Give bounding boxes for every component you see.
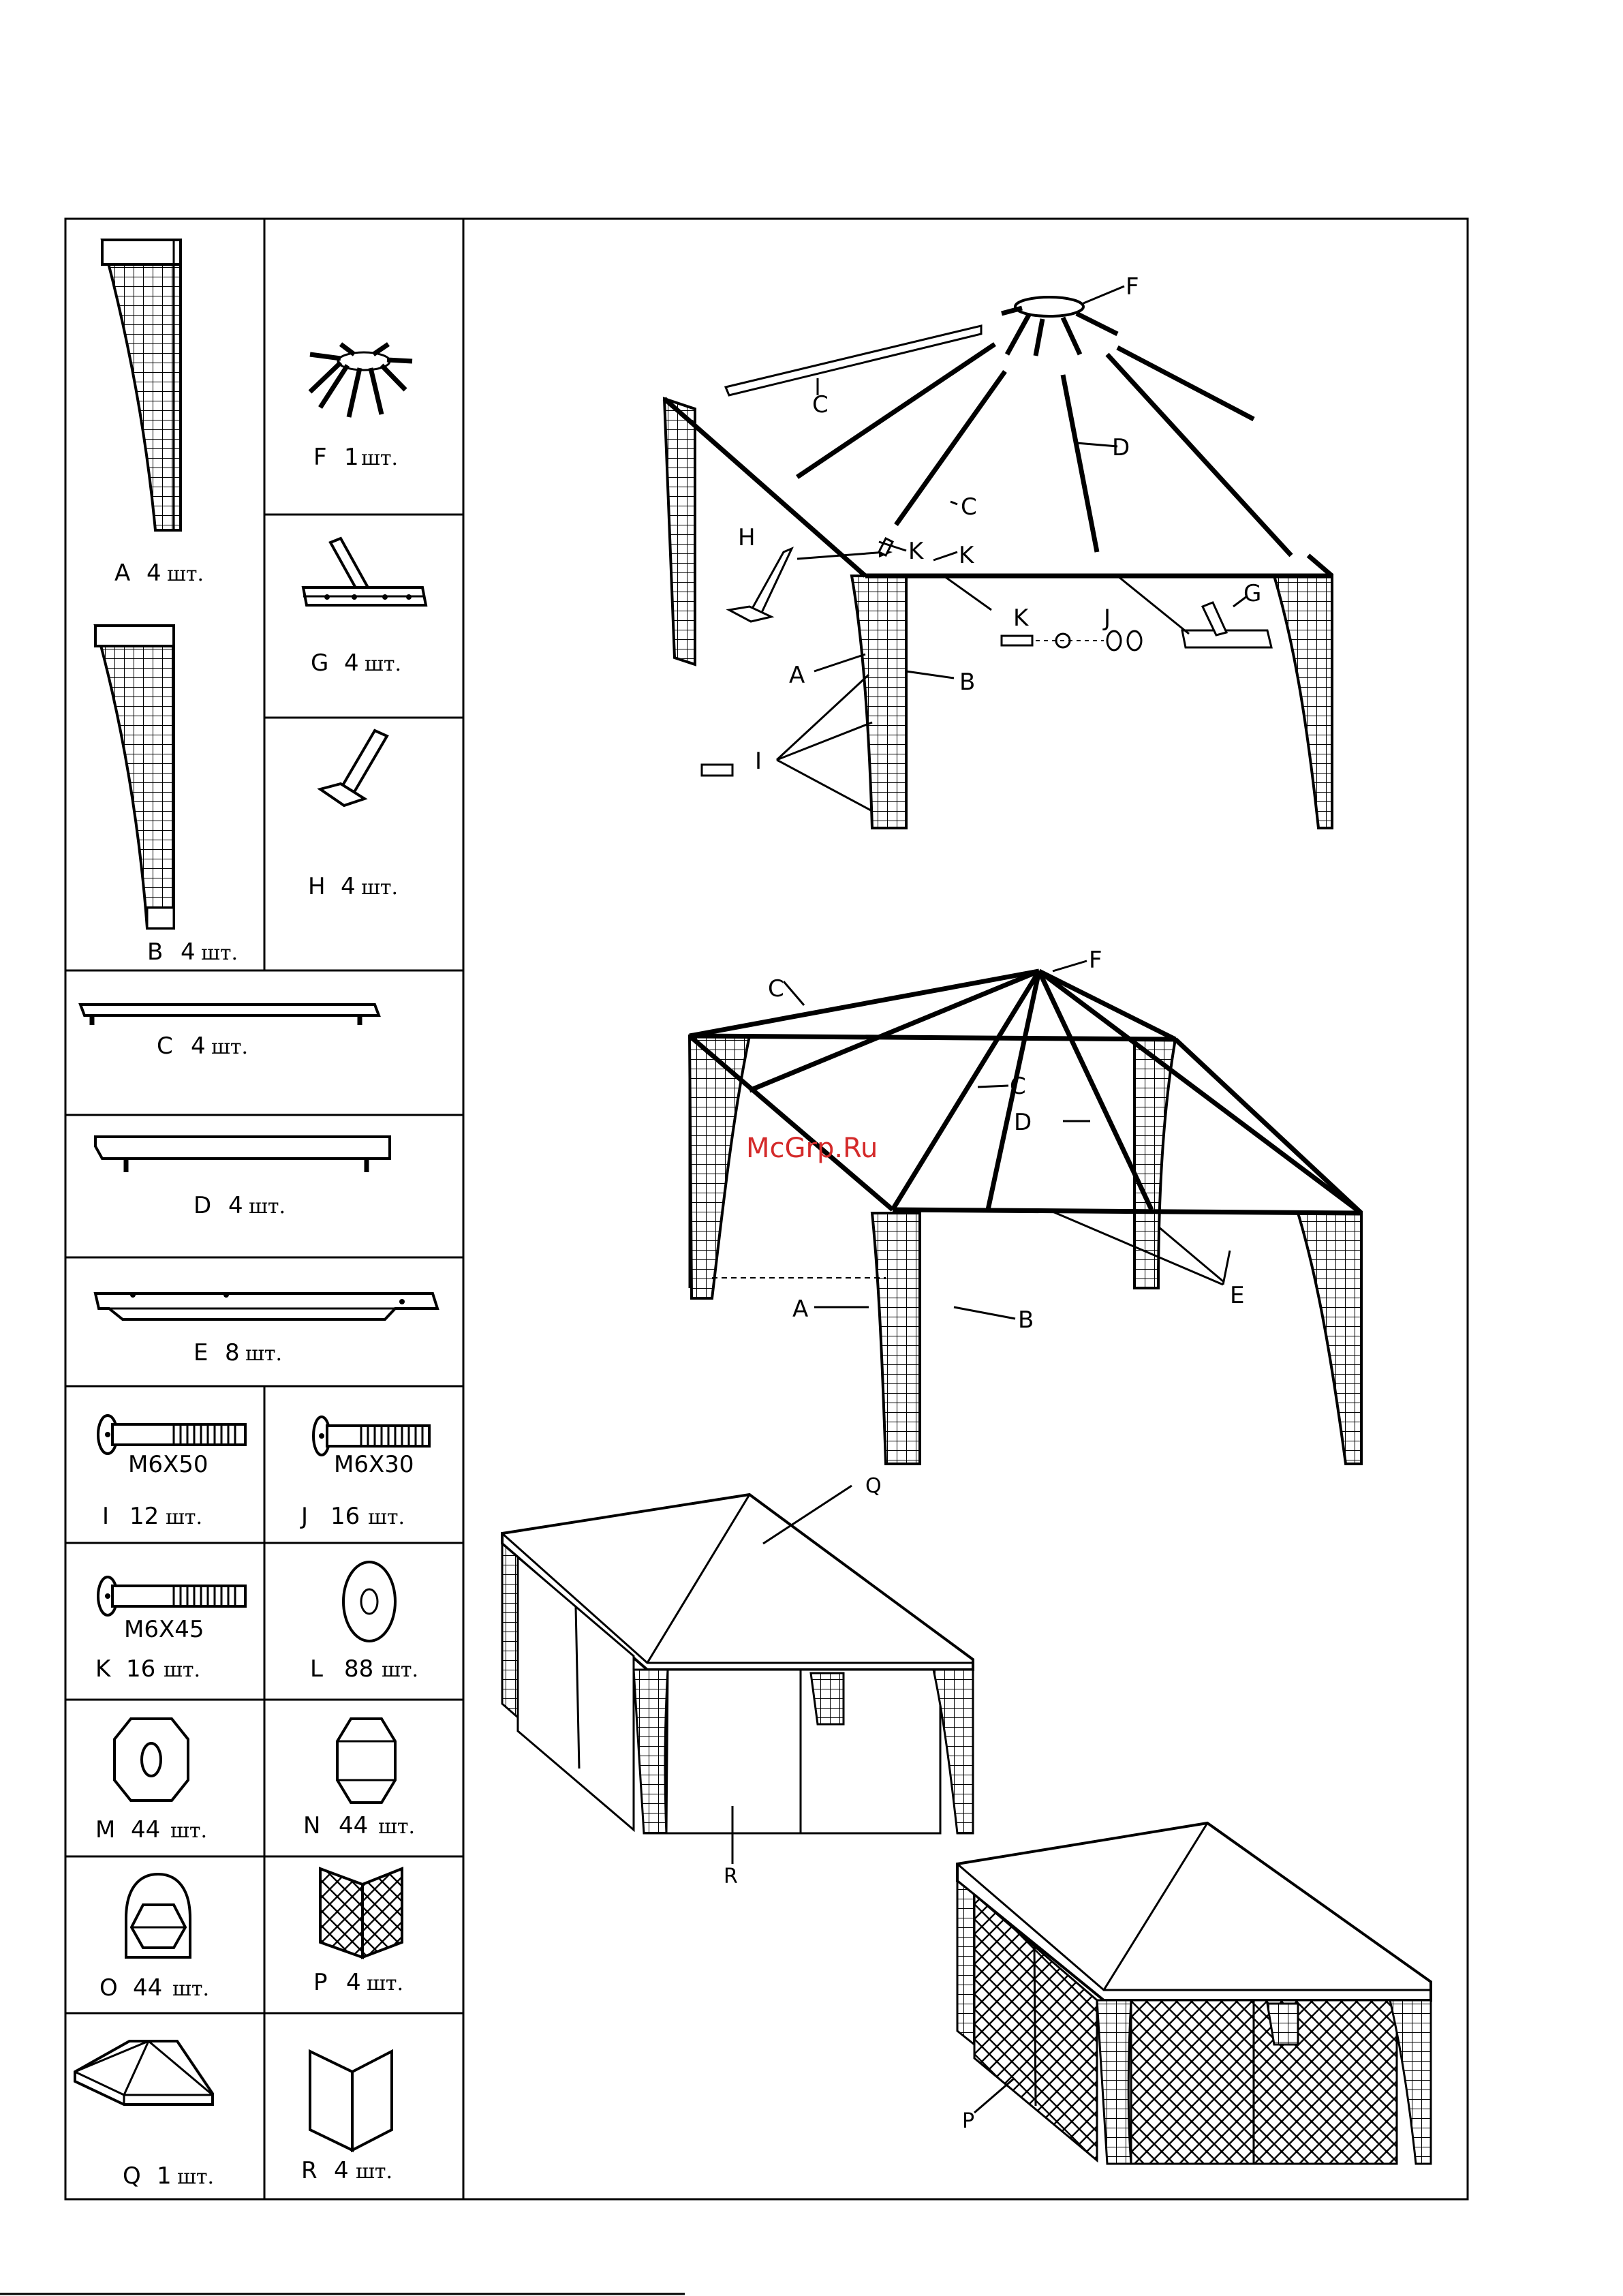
part-d-code: D (194, 1192, 212, 1219)
part-m-qty: 44 (131, 1816, 161, 1843)
part-c-code: C (157, 1032, 173, 1060)
part-e-code: E (194, 1339, 208, 1366)
cap-nut-o-icon (126, 1874, 190, 1957)
side-panel-r-icon (310, 2051, 392, 2150)
part-e (95, 1292, 437, 1366)
part-i (98, 1415, 245, 1530)
part-k-code: K (95, 1655, 111, 1683)
part-p-qty: 4 (346, 1969, 361, 1996)
part-q-code: Q (123, 2162, 141, 2190)
step4-label-p: P (962, 2109, 975, 2133)
part-d-unit: шт. (249, 1195, 286, 1219)
part-l-code: L (310, 1655, 323, 1683)
part-e-qty: 8 (225, 1339, 240, 1366)
part-m-unit: шт. (170, 1819, 208, 1843)
part-i-qty: 12 (129, 1503, 159, 1530)
part-f-code: F (313, 444, 327, 471)
part-j-qty: 16 (330, 1503, 360, 1530)
step2-label-f: F (1089, 947, 1102, 974)
part-e-unit: шт. (245, 1342, 283, 1366)
step2-label-b: B (1018, 1306, 1034, 1334)
part-i-unit: шт. (166, 1505, 203, 1529)
part-n-unit: шт. (378, 1815, 416, 1839)
step2-label-c: C (768, 975, 784, 1002)
part-k-size: M6X45 (124, 1616, 204, 1643)
part-p (313, 1869, 403, 1996)
step2-label-c2: C (1010, 1073, 1026, 1100)
part-k (95, 1577, 245, 1683)
part-n-qty: 44 (339, 1812, 369, 1839)
beam-e-icon (95, 1292, 437, 1319)
bracket-h-icon (320, 731, 387, 806)
bolt-k-icon (98, 1577, 245, 1615)
part-r-unit: шт. (356, 2160, 393, 2184)
part-l-unit: шт. (382, 1658, 419, 1682)
part-h-code: H (308, 873, 326, 900)
step1-label-h: H (738, 524, 756, 551)
rafter-d-icon (95, 1137, 390, 1172)
part-m-code: M (95, 1816, 116, 1843)
step2-label-d: D (1014, 1109, 1032, 1136)
step1-label-k1: K (908, 538, 924, 565)
part-b-code: B (147, 938, 164, 966)
step1-label-c: C (812, 391, 829, 418)
part-j (300, 1417, 429, 1530)
part-n (303, 1719, 415, 1839)
part-q (75, 2041, 214, 2190)
part-i-code: I (102, 1503, 110, 1530)
part-d (95, 1137, 390, 1219)
step4-gazebo-with-mesh (957, 1823, 1431, 2164)
step1-label-f: F (1126, 273, 1139, 301)
part-q-unit: шт. (177, 2165, 215, 2189)
roof-cover-q-icon (75, 2041, 213, 2104)
part-b-unit: шт. (201, 941, 238, 965)
step1-exploded-frame (664, 273, 1332, 828)
part-c-unit: шт. (211, 1035, 249, 1059)
part-a-code: A (114, 560, 131, 587)
step2-assembled-frame (690, 947, 1361, 1464)
part-n-code: N (303, 1812, 321, 1839)
part-g-code: G (311, 649, 329, 677)
part-g-qty: 4 (344, 649, 359, 677)
part-o-code: O (99, 1974, 118, 2002)
part-g (303, 538, 426, 677)
part-j-code: J (301, 1503, 309, 1530)
part-d-qty: 4 (228, 1192, 243, 1219)
part-b (95, 626, 238, 966)
step1-label-i: I (755, 748, 762, 775)
part-q-qty: 1 (157, 2162, 172, 2190)
leg-panel-a-icon (102, 240, 181, 530)
bracket-g-icon (303, 538, 426, 605)
step1-label-g: G (1243, 580, 1262, 607)
mesh-panel-p-icon (320, 1869, 402, 1957)
part-a-qty: 4 (146, 560, 161, 587)
step3-gazebo-with-panels (502, 1474, 973, 1888)
part-i-size: M6X50 (128, 1451, 208, 1478)
part-f-unit: шт. (361, 446, 399, 470)
part-h-unit: шт. (361, 876, 399, 900)
step1-label-k2: K (959, 542, 974, 569)
part-r (301, 2051, 392, 2184)
part-o-unit: шт. (172, 1977, 210, 2001)
roof-hub-icon (1002, 297, 1117, 356)
leg-panel-b-icon (95, 626, 174, 928)
part-r-code: R (301, 2157, 318, 2184)
part-f-qty: 1 (344, 444, 359, 471)
part-j-unit: шт. (368, 1505, 405, 1529)
step2-label-e: E (1230, 1282, 1245, 1309)
part-h-qty: 4 (341, 873, 356, 900)
step1-label-k3: K (1013, 604, 1029, 632)
bolt-i-icon (98, 1415, 245, 1454)
part-k-qty: 16 (126, 1655, 156, 1683)
part-f (310, 344, 412, 471)
part-p-code: P (313, 1969, 328, 1996)
step3-label-r: R (724, 1865, 738, 1888)
step1-label-j: J (1104, 604, 1111, 632)
watermark: McGrp.Ru (746, 1133, 878, 1164)
part-l (310, 1562, 418, 1683)
step1-label-d: D (1112, 434, 1130, 461)
hex-nut-n-icon (337, 1719, 395, 1803)
washer-l-icon (343, 1562, 395, 1641)
part-a (102, 240, 204, 587)
step1-label-a: A (789, 662, 805, 689)
step1-label-b: B (959, 669, 976, 696)
part-m (95, 1719, 207, 1843)
bolt-j-icon (313, 1417, 429, 1455)
step1-label-c2: C (961, 493, 977, 521)
part-o (99, 1874, 209, 2002)
hex-nut-m-icon (114, 1719, 188, 1801)
part-c (80, 1005, 379, 1060)
part-l-qty: 88 (344, 1655, 374, 1683)
part-c-qty: 4 (191, 1032, 206, 1060)
part-g-unit: шт. (365, 652, 402, 676)
part-r-qty: 4 (334, 2157, 349, 2184)
part-p-unit: шт. (367, 1972, 404, 1995)
rafter-c-icon (80, 1005, 379, 1025)
part-j-size: M6X30 (334, 1451, 414, 1478)
part-a-unit: шт. (167, 562, 204, 586)
roof-hub-icon (310, 344, 412, 417)
step2-label-a: A (792, 1296, 809, 1323)
step3-label-q: Q (865, 1474, 882, 1498)
part-k-unit: шт. (164, 1658, 201, 1682)
part-o-qty: 44 (133, 1974, 163, 2002)
part-b-qty: 4 (181, 938, 196, 966)
part-h (308, 731, 398, 900)
